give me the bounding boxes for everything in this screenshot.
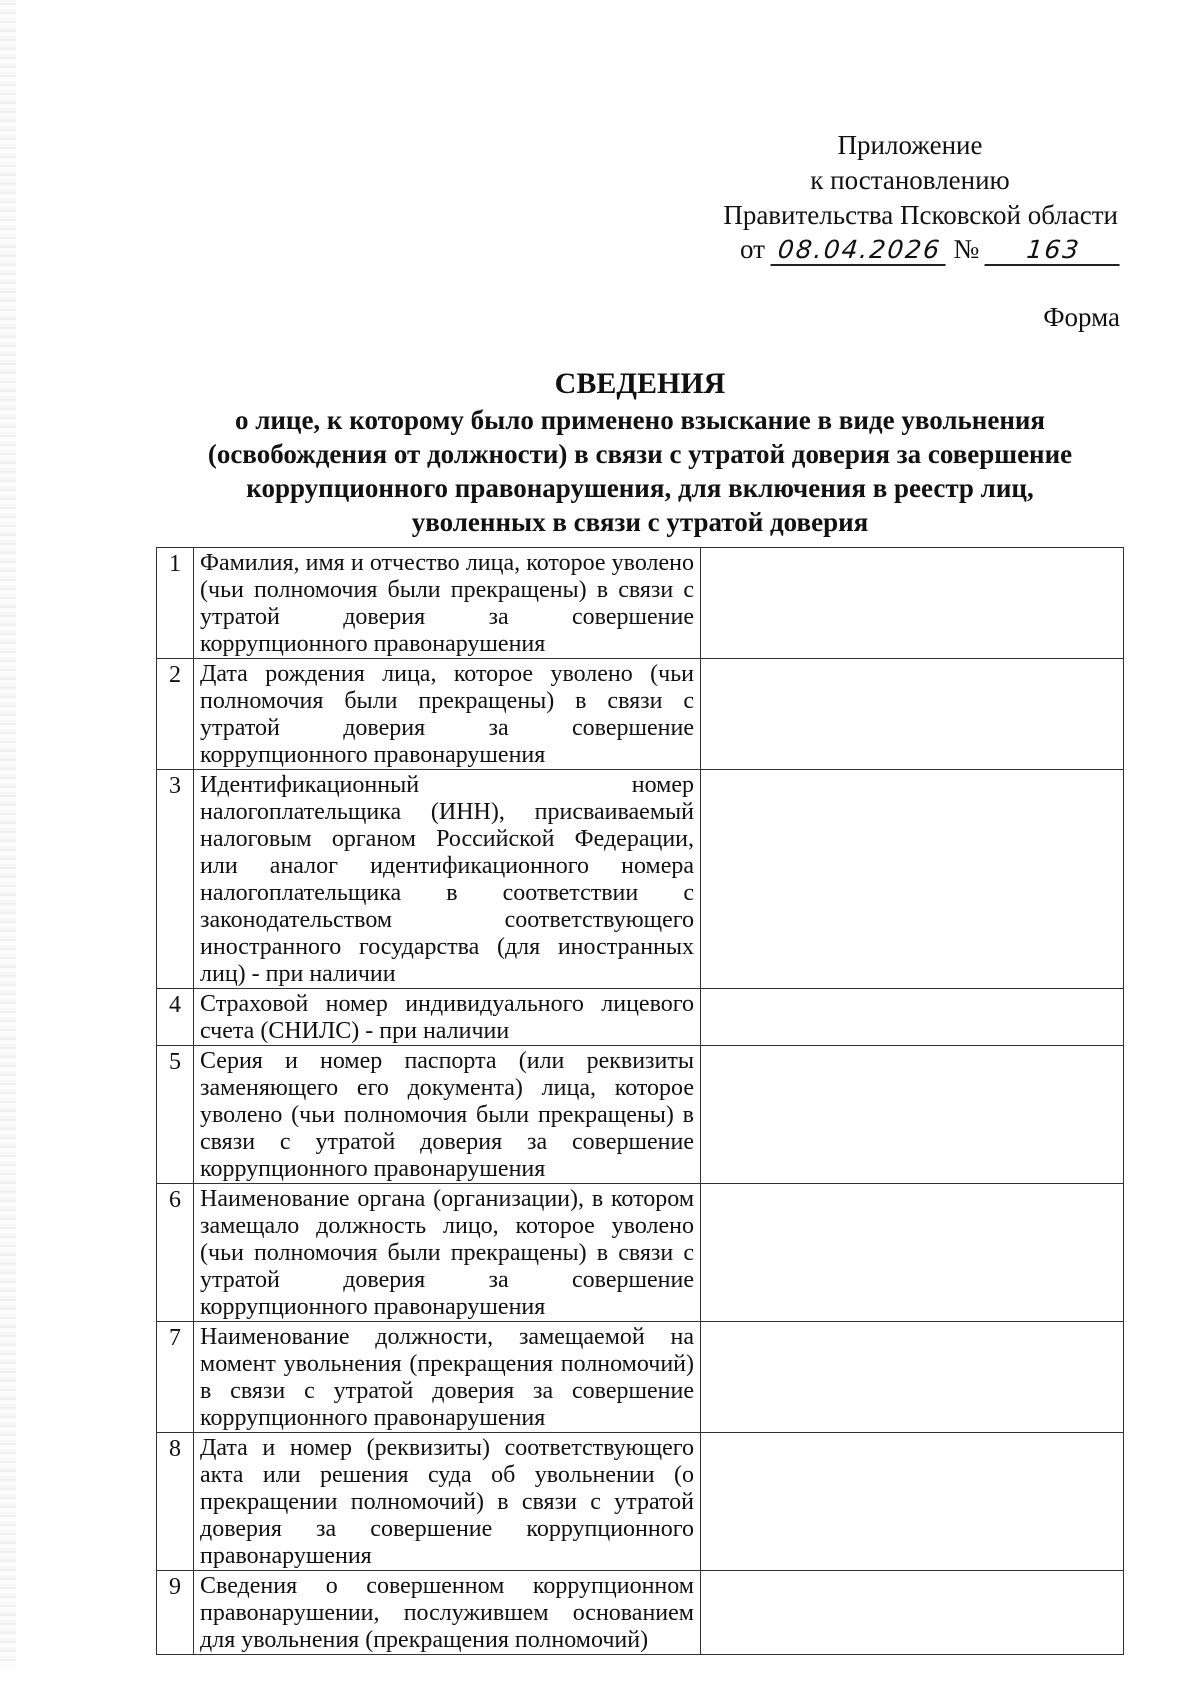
table-row	[157, 1184, 1124, 1322]
appendix-line-1: Приложение	[837, 130, 983, 160]
handwritten-date: 08.04.2026	[770, 236, 948, 266]
table-row	[157, 770, 1124, 989]
appendix-line-2: к постановлению	[810, 165, 1010, 195]
row-value-field[interactable]	[701, 548, 1124, 659]
row-number: 8	[157, 1433, 194, 1571]
title-sub-line-2: (освобождения от должности) в связи с утратой доверия за совершение	[207, 439, 1073, 469]
row-number: 5	[157, 1046, 194, 1184]
number-sign: №	[953, 234, 980, 264]
row-description: Наименование должности, замещаемой на момент увольнения (прекращения полномочий) в связи с утратой доверия за совершение коррупционного правонарушения	[194, 1322, 701, 1433]
row-number: 4	[157, 989, 194, 1046]
table-row	[157, 1046, 1124, 1184]
title-main: СВЕДЕНИЯ	[554, 367, 726, 400]
appendix-line-3: Правительства Псковской области	[723, 200, 1118, 230]
row-number: 9	[157, 1571, 194, 1655]
row-description: Дата рождения лица, которое уволено (чьи полномочия были прекращены) в связи с утратой доверия за совершение коррупционного правонарушения	[194, 659, 701, 770]
table-row	[157, 1433, 1124, 1571]
row-value-field[interactable]	[701, 1322, 1124, 1433]
table-row	[157, 1571, 1124, 1655]
row-description: Наименование органа (организации), в котором замещало должность лицо, которое уволено (чьи полномочия были прекращены) в связи с утратой доверия за совершение коррупционного правонарушения	[194, 1184, 701, 1322]
row-description: Страховой номер индивидуального лицевого счета (СНИЛС) - при наличии	[194, 989, 701, 1046]
info-table	[156, 547, 1124, 1655]
table-row	[157, 548, 1124, 659]
scan-edge-artifact	[0, 0, 16, 1686]
row-value-field[interactable]	[701, 1184, 1124, 1322]
row-number: 6	[157, 1184, 194, 1322]
row-value-field[interactable]	[701, 1046, 1124, 1184]
row-value-field[interactable]	[701, 1433, 1124, 1571]
title-sub-line-3: коррупционного правонарушения, для включения в реестр лиц,	[246, 473, 1034, 503]
resolution-date-line	[740, 232, 1121, 267]
row-number: 3	[157, 770, 194, 989]
table-row	[157, 659, 1124, 770]
row-value-field[interactable]	[701, 659, 1124, 770]
row-value-field[interactable]	[701, 1571, 1124, 1655]
row-number: 1	[157, 548, 194, 659]
form-label: Форма	[1043, 302, 1120, 332]
row-value-field[interactable]	[701, 989, 1124, 1046]
row-description: Сведения о совершенном коррупционном правонарушении, послужившем основанием для увольнения (прекращения полномочий)	[194, 1571, 701, 1655]
row-description: Дата и номер (реквизиты) соответствующего акта или решения суда об увольнении (о прекращении полномочий) в связи с утратой доверия за совершение коррупционного правонарушения	[194, 1433, 701, 1571]
title-sub-line-4: уволенных в связи с утратой доверия	[411, 507, 869, 537]
row-description: Серия и номер паспорта (или реквизиты заменяющего его документа) лица, которое уволено (чьи полномочия были прекращены) в связи с утратой доверия за совершение коррупционного правонарушения	[194, 1046, 701, 1184]
row-number: 7	[157, 1322, 194, 1433]
row-number: 2	[157, 659, 194, 770]
row-description: Фамилия, имя и отчество лица, которое уволено (чьи полномочия были прекращены) в связи с утратой доверия за совершение коррупционного правонарушения	[194, 548, 701, 659]
handwritten-number: 163	[984, 236, 1122, 266]
title-sub-line-1: о лице, к которому было применено взыскание в виде увольнения	[234, 405, 1046, 435]
row-value-field[interactable]	[701, 770, 1124, 989]
table-row	[157, 1322, 1124, 1433]
date-prefix: от	[740, 234, 765, 264]
document-title	[150, 365, 1130, 539]
page-bottom-crop	[0, 1666, 1200, 1686]
row-description: Идентификационный номер налогоплательщика (ИНН), присваиваемый налоговым органом Российской Федерации, или аналог идентификационного номера налогоплательщика в соответствии с законодательством соответствующего иностранного государства (для иностранных лиц) - при наличии	[194, 770, 701, 989]
appendix-header	[700, 128, 1120, 233]
table-row	[157, 989, 1124, 1046]
